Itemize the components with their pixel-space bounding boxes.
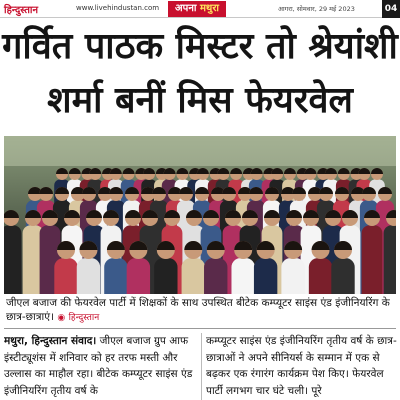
article-dateline: मथुरा, हिन्दुस्तान संवाद। xyxy=(4,335,97,347)
person-body xyxy=(231,258,254,294)
issue-date: आगरा, सोमवार, 29 मई 2023 xyxy=(278,5,355,13)
headline-line-1: गर्वित पाठक मिस्टर तो श्रेयांशी xyxy=(2,26,398,67)
person-body xyxy=(182,258,205,294)
person-body xyxy=(309,258,332,294)
photo-caption xyxy=(6,296,396,325)
person-body xyxy=(254,258,277,294)
article-column-2: कम्प्यूटर साइंस एंड इंजीनियरिंग तृतीय वर्ष के छात्र-छात्राओं ने अपने सीनियर्स के सम्मान में एक से बढ़कर एक रंगारंग कार्यक्रम पेश किए। फेयरवेल पार्टी लगभग चार घंटे चली। पूरे xyxy=(206,335,397,397)
section-banner xyxy=(168,1,226,17)
page-number: 04 xyxy=(382,0,400,18)
newspaper-logo xyxy=(4,2,38,16)
person-body xyxy=(104,258,127,294)
group-photo-illustration xyxy=(4,136,396,294)
photo-credit-icon: ◉ xyxy=(57,313,66,323)
headline-line-2: शर्मा बनीं मिस फेयरवेल xyxy=(47,80,353,121)
article-column-1 xyxy=(4,333,196,400)
person-body xyxy=(54,258,77,294)
masthead-bar xyxy=(0,0,400,18)
person-body xyxy=(331,258,354,294)
section-prefix: अपना xyxy=(175,3,197,14)
caption-text: जीएल बजाज की फेयरवेल पार्टी में शिक्षकों के साथ उपस्थित बीटेक कम्प्यूटर साइंस एंड इंजीनियरिंग के छात्र-छात्राएं। xyxy=(6,297,390,323)
article-column-1-text: जीएल बजाज ग्रुप आफ इंस्टीट्यूशंस में शनिवार को हर तरफ मस्ती और उल्लास का माहौल रहा। बीटेक कम्प्यूटर साइंस एंड इंजीनियरिंग तृतीय वर्ष के xyxy=(4,335,193,397)
person-body xyxy=(4,225,21,294)
column-divider xyxy=(201,333,202,400)
person-body xyxy=(204,258,227,294)
group-photo xyxy=(4,136,396,294)
photo-credit: हिन्दुस्तान xyxy=(68,313,100,323)
person-body xyxy=(127,258,150,294)
website-url: www.livehindustan.com xyxy=(76,4,160,12)
person-body xyxy=(362,225,383,294)
person-body xyxy=(77,258,100,294)
section-city: मथुरा xyxy=(199,3,220,14)
brand-name: हिन्दुस्तान xyxy=(4,5,39,16)
person-body xyxy=(281,258,304,294)
divider xyxy=(4,328,396,329)
person-body xyxy=(154,258,177,294)
person-body xyxy=(384,225,396,294)
